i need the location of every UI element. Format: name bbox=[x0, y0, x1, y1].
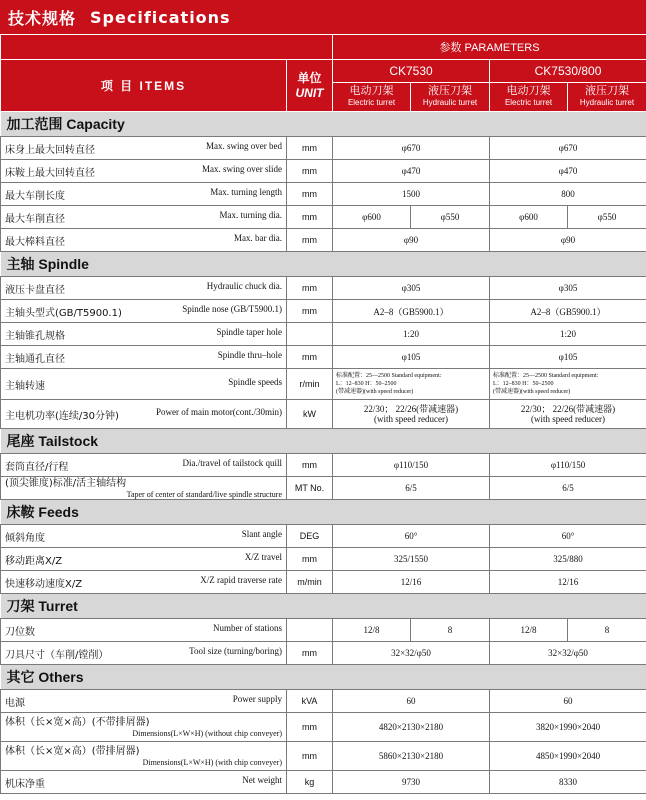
table-row: 主轴通孔直径 Spindle thru–hole mm φ105 φ105 bbox=[1, 346, 646, 369]
table-row: 倾斜角度 Slant angle DEG 60° 60° bbox=[1, 525, 646, 548]
model-ck7530-800: CK7530/800 bbox=[490, 60, 646, 83]
turret-type: 电动刀架 Electric turret bbox=[333, 83, 411, 112]
title-en: Specifications bbox=[90, 7, 231, 27]
section-feeds: 床鞍 Feeds bbox=[1, 500, 646, 525]
title-cn: 技术规格 bbox=[8, 8, 77, 28]
model-ck7530: CK7530 bbox=[333, 60, 490, 83]
table-row: 最大车削直径 Max. turning dia. mm φ600 φ550 φ600 φ550 bbox=[1, 206, 646, 229]
table-row: 刀具尺寸（车削/镗削） Tool size (turning/boring) mm 32×32/φ50 32×32/φ50 bbox=[1, 642, 646, 665]
table-row: 快速移动速度X/Z X/Z rapid traverse rate m/min 12/16 12/16 bbox=[1, 571, 646, 594]
table-row: 主轴转速 Spindle speeds r/min 标准配置：25—2500 Standard equipment: L：12–830 H：50–2500 (带减速器)(with speed reducer) 标准配置：25—2500 Standard equipment: L：12–830 H：50–2500 (带减速器)(with speed reducer) bbox=[1, 369, 646, 400]
table-row: 液压卡盘直径 Hydraulic chuck dia. mm φ305 φ305 bbox=[1, 277, 646, 300]
section-others: 其它 Others bbox=[1, 665, 646, 690]
table-row: 床鞍上最大回转直径 Max. swing over slide mm φ470 φ470 bbox=[1, 160, 646, 183]
table-row: 机床净重 Net weight kg 9730 8330 bbox=[1, 771, 646, 794]
table-row: 套筒直径/行程 Dia./travel of tailstock quill mm φ110/150 φ110/150 bbox=[1, 454, 646, 477]
table-row: 最大车削长度 Max. turning length mm 1500 800 bbox=[1, 183, 646, 206]
turret-type: 液压刀架 Hydraulic turret bbox=[568, 83, 646, 112]
parameters-label: 参数 PARAMETERS bbox=[333, 35, 646, 60]
table-row: 最大棒料直径 Max. bar dia. mm φ90 φ90 bbox=[1, 229, 646, 252]
table-row: 移动距离X/Z X/Z travel mm 325/1550 325/880 bbox=[1, 548, 646, 571]
spec-table bbox=[0, 34, 646, 794]
table-row: 电源 Power supply kVA 60 60 bbox=[1, 690, 646, 713]
table-row: 主轴头型式(GB/T5900.1) Spindle nose (GB/T5900.1) mm A2–8（GB5900.1） A2–8（GB5900.1） bbox=[1, 300, 646, 323]
section-turret: 刀架 Turret bbox=[1, 594, 646, 619]
items-header: 项 目 ITEMS bbox=[1, 60, 287, 112]
params-row bbox=[1, 35, 646, 60]
unit-header: 单位 UNIT bbox=[287, 60, 333, 112]
table-row: 床身上最大回转直径 Max. swing over bed mm φ670 φ670 bbox=[1, 137, 646, 160]
model-row bbox=[1, 60, 646, 83]
section-capacity: 加工范围 Capacity bbox=[1, 112, 646, 137]
turret-type: 电动刀架 Electric turret bbox=[490, 83, 568, 112]
table-row: 体积（长×宽×高）(带排屑器) Dimensions(L×W×H) (with chip conveyer) mm 5860×2130×2180 4850×1990×2040 bbox=[1, 742, 646, 771]
table-row: 主电机功率(连续/30分钟) Power of main motor(cont./30min) kW 22/30； 22/26(带减速器) (with speed reducer) 22/30； 22/26(带减速器) (with speed reducer) bbox=[1, 400, 646, 429]
table-row: 主轴锥孔规格 Spindle taper hole 1:20 1:20 bbox=[1, 323, 646, 346]
header-bar bbox=[0, 0, 646, 34]
section-spindle: 主轴 Spindle bbox=[1, 252, 646, 277]
table-row: (顶尖锥度)标准/活主轴结构 Taper of center of standard/live spindle structure MT No. 6/5 6/5 bbox=[1, 477, 646, 500]
turret-type: 液压刀架 Hydraulic turret bbox=[411, 83, 490, 112]
table-row: 体积（长×宽×高）(不带排屑器) Dimensions(L×W×H) (without chip conveyer) mm 4820×2130×2180 3820×1990×2040 bbox=[1, 713, 646, 742]
section-tailstock: 尾座 Tailstock bbox=[1, 429, 646, 454]
table-row: 刀位数 Number of stations 12/8 8 12/8 8 bbox=[1, 619, 646, 642]
